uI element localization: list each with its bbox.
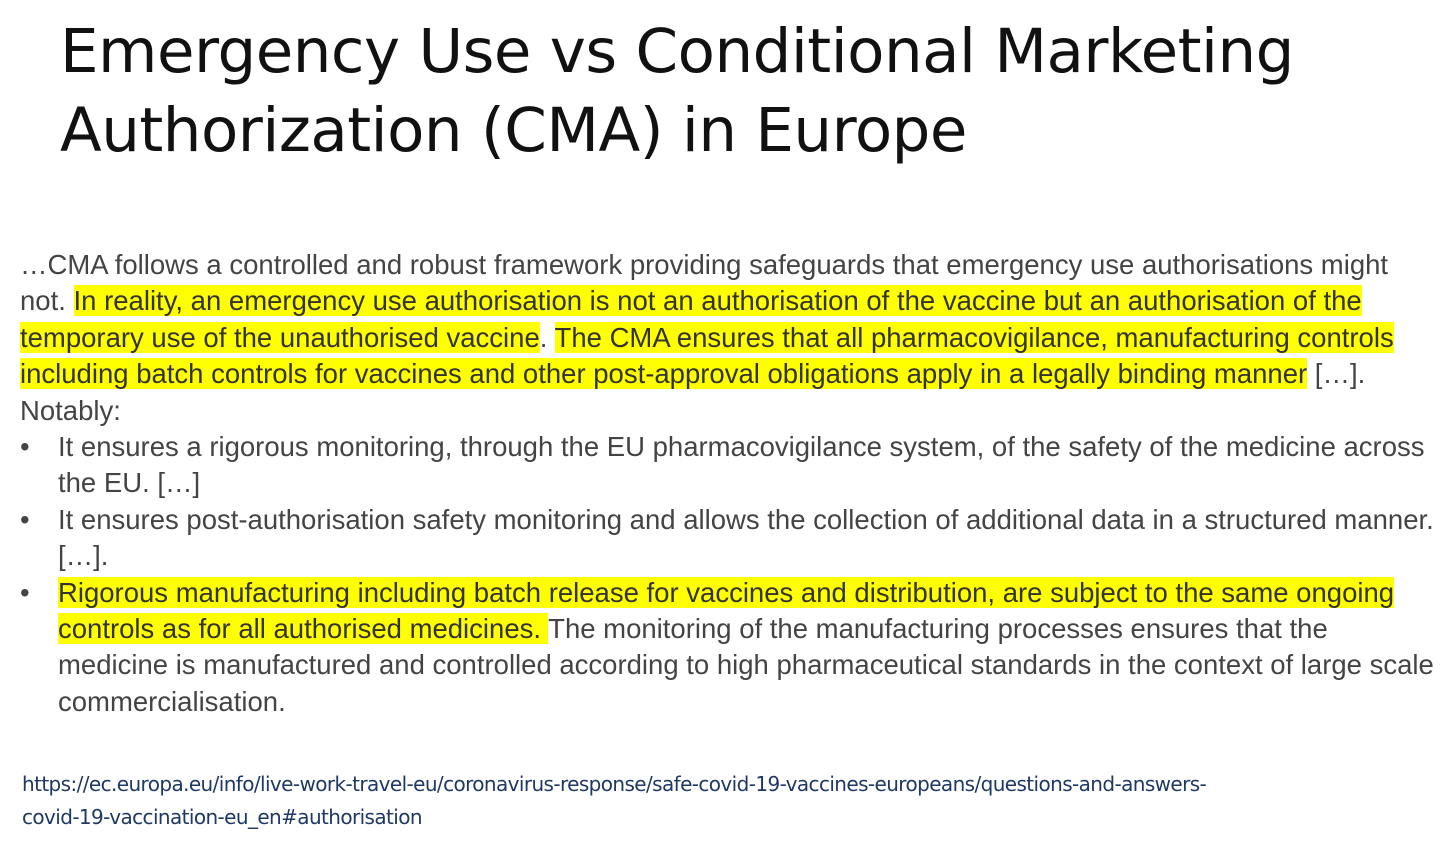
slide-title (60, 12, 1420, 170)
intro-separator: . (539, 321, 555, 353)
bullet-icon: • (20, 503, 30, 535)
bullet-text: The monitoring of the manufacturing processes ensures that the medicine is manufactured and controlled according to high pharmaceutical standards in the context of large scale commercialisation. (58, 613, 1434, 717)
bullet-list (20, 429, 1440, 720)
highlighted-quote-manufacturing: Rigorous manufacturing including batch release for vaccines and distribution, are subject to the same ongoing controls as for all authorised medicines. (58, 576, 1395, 645)
bullet-icon: • (20, 431, 30, 463)
source-url-line-1: https://ec.europa.eu/info/live-work-travel-eu/coronavirus-response/safe-covid-19-vaccines-europeans/questions-and-answers- (22, 772, 1207, 796)
bullet-item-manufacturing (20, 575, 1440, 721)
bullet-item-post-authorisation (20, 502, 1440, 575)
intro-text: …CMA follows a controlled and robust framework providing safeguards that emergency use authorisations might not. (20, 249, 1389, 317)
bullet-text: It ensures a rigorous monitoring, through the EU pharmacovigilance system, of the safety of the medicine across the EU. […] (58, 431, 1425, 499)
slide-title-line-1: Emergency Use vs Conditional Marketing (60, 16, 1294, 87)
intro-paragraph (20, 247, 1440, 429)
slide-title-line-2: Authorization (CMA) in Europe (60, 95, 967, 166)
bullet-item-monitoring (20, 429, 1440, 502)
source-citation (22, 768, 1442, 834)
bullet-icon: • (20, 576, 30, 608)
intro-tail: […]. Notably: (20, 358, 1366, 426)
bullet-text: It ensures post-authorisation safety monitoring and allows the collection of additional data in a structured manner. […]. (58, 503, 1434, 572)
highlighted-quote-emergency-use: In reality, an emergency use authorisation is not an authorisation of the vaccine but an authorisation of the temporary use of the unauthorised vaccine (20, 285, 1362, 353)
slide-body (20, 247, 1440, 720)
source-url-line-2: covid-19-vaccination-eu_en#authorisation (22, 805, 422, 829)
highlighted-quote-cma-controls: The CMA ensures that all pharmacovigilance, manufacturing controls including batch controls for vaccines and other post-approval obligations apply in a legally binding manner (20, 321, 1394, 390)
